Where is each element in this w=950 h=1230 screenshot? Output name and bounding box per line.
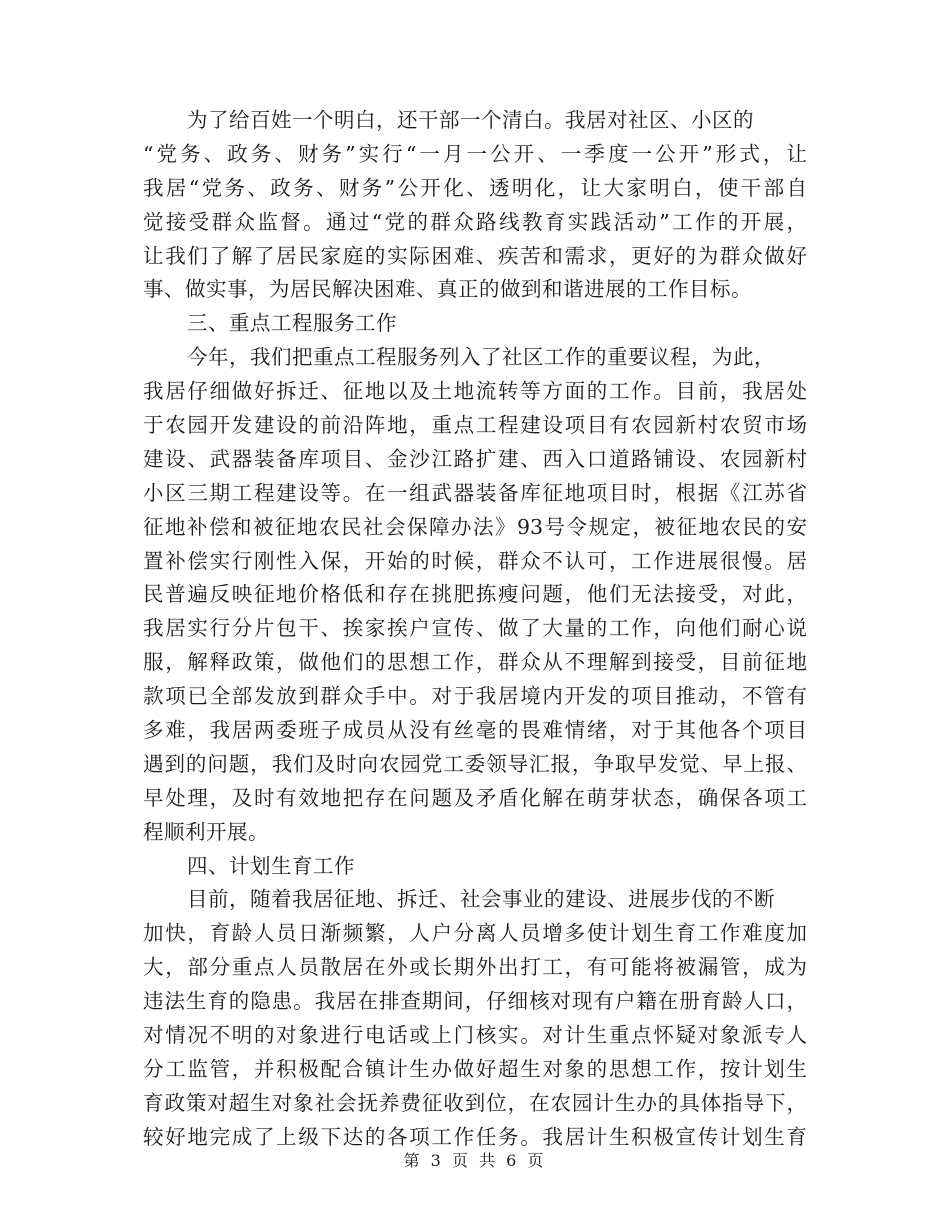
paragraph-line: 对情况不明的对象进行电话或上门核实。对计生重点怀疑对象派专人 (143, 1023, 807, 1048)
paragraph-line: 多难，我居两委班子成员从没有丝毫的畏难情绪，对于其他各个项目 (143, 718, 807, 743)
paragraph-line: 民普遍反映征地价格低和存在挑肥拣瘦问题，他们无法接受，对此， (143, 582, 807, 607)
section-heading: 四、计划生育工作 (187, 853, 355, 878)
paragraph-line: 款项已全部发放到群众手中。对于我居境内开发的项目推动，不管有 (143, 684, 807, 709)
paragraph-line: 征地补偿和被征地农民社会保障办法》93号令规定，被征地农民的安 (143, 514, 807, 539)
paragraph-line: 置补偿实行刚性入保，开始的时候，群众不认可，工作进展很慢。居 (143, 548, 807, 573)
paragraph-line: 小区三期工程建设等。在一组武器装备库征地项目时，根据《江苏省 (143, 480, 807, 505)
paragraph-line: 事、做实事，为居民解决困难、真正的做到和谐进展的工作目标。 (143, 277, 752, 302)
paragraph-line: 育政策对超生对象社会抚养费征收到位，在农园计生办的具体指导下， (143, 1090, 807, 1115)
paragraph-line: 遇到的问题，我们及时向农园党工委领导汇报，争取早发觉、早上报、 (143, 751, 807, 776)
paragraph-line: 大，部分重点人员散居在外或长期外出打工，有可能将被漏管，成为 (143, 955, 807, 980)
paragraph-line: 于农园开发建设的前沿阵地，重点工程建设项目有农园新村农贸市场 (143, 413, 807, 438)
paragraph-line: 觉接受群众监督。通过“党的群众路线教育实践活动”工作的开展， (143, 209, 807, 234)
paragraph-line: 我居实行分片包干、挨家挨户宣传、做了大量的工作，向他们耐心说 (143, 616, 807, 641)
paragraph-line: 分工监管，并积极配合镇计生办做好超生对象的思想工作，按计划生 (143, 1056, 807, 1081)
section-heading: 三、重点工程服务工作 (187, 311, 397, 336)
paragraph-line: 今年，我们把重点工程服务列入了社区工作的重要议程，为此， (187, 345, 775, 370)
paragraph-line: 加快，育龄人员日渐频繁，人户分离人员增多使计划生育工作难度加 (143, 921, 807, 946)
paragraph-line: “党务、政务、财务”实行“一月一公开、一季度一公开”形式，让 (143, 141, 807, 166)
page-number-footer: 第 3 页 共 6 页 (403, 1151, 547, 1170)
paragraph-line: 让我们了解了居民家庭的实际困难、疾苦和需求，更好的为群众做好 (143, 243, 807, 268)
paragraph-line: 早处理，及时有效地把存在问题及矛盾化解在萌芽状态，确保各项工 (143, 785, 807, 810)
paragraph-line: 我居“党务、政务、财务”公开化、透明化，让大家明白，使干部自 (143, 175, 807, 200)
paragraph-line: 程顺利开展。 (143, 819, 269, 844)
paragraph-line: 建设、武器装备库项目、金沙江路扩建、西入口道路铺设、农园新村 (143, 446, 807, 471)
paragraph-line: 为了给百姓一个明白，还干部一个清白。我居对社区、小区的 (187, 108, 754, 132)
paragraph-line: 目前，随着我居征地、拆迁、社会事业的建设、进展步伐的不断 (187, 887, 775, 912)
paragraph-line: 服，解释政策，做他们的思想工作，群众从不理解到接受，目前征地 (143, 650, 807, 675)
body-text (143, 104, 807, 1155)
paragraph-line: 较好地完成了上级下达的各项工作任务。我居计生积极宣传计划生育 (143, 1124, 807, 1149)
paragraph-line: 违法生育的隐患。我居在排查期间，仔细核对现有户籍在册育龄人口， (143, 989, 807, 1014)
paragraph-line: 我居仔细做好拆迁、征地以及土地流转等方面的工作。目前，我居处 (143, 379, 807, 404)
